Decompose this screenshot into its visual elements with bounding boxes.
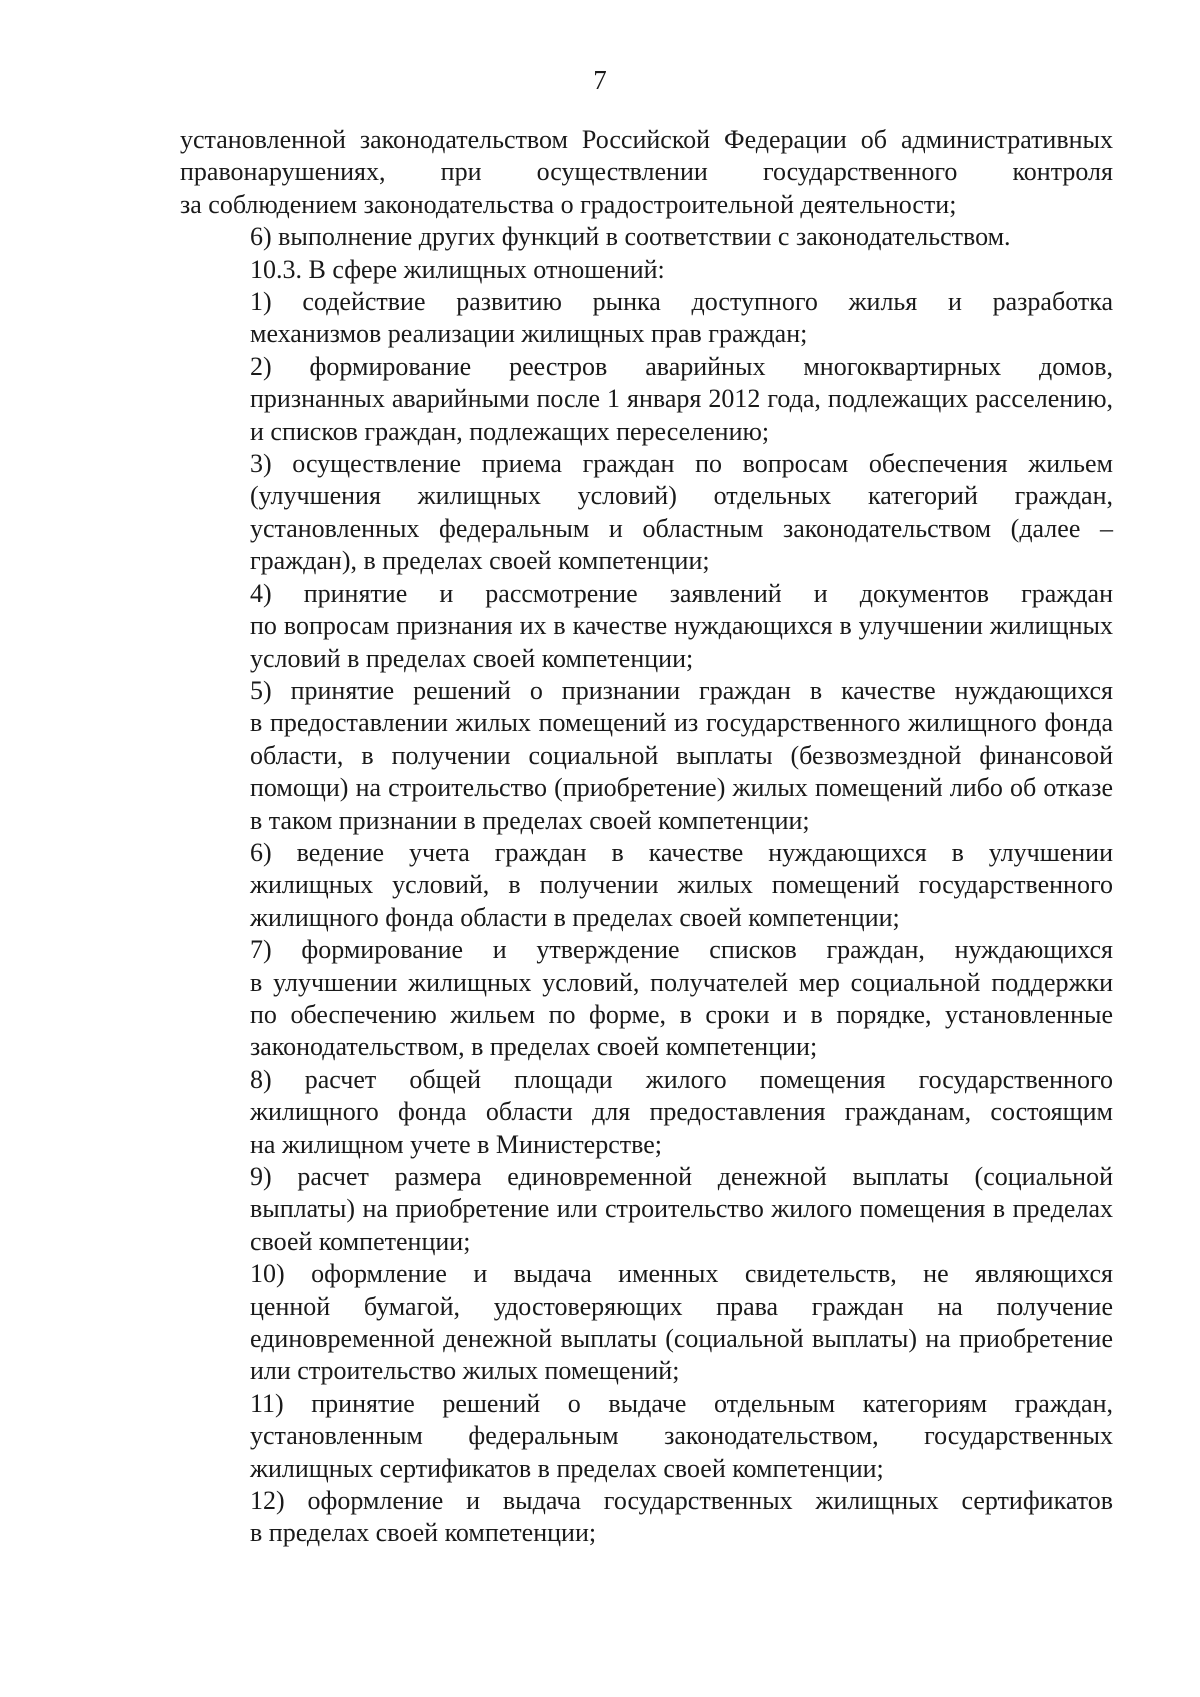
paragraph [180, 675, 1113, 837]
text-line: ценной бумагой, удостоверяющих права граждан на получение [250, 1291, 1113, 1321]
text-line: жилищного фонда области для предоставления гражданам, состоящим [250, 1097, 1113, 1127]
text-line: установленных федеральным и областным законодательством (далее – [250, 513, 1113, 543]
paragraph [180, 1064, 1113, 1161]
text-line: жилищных условий, в получении жилых помещений государственного [250, 870, 1113, 900]
text-line: 1) содействие развитию рынка доступного жилья и разработка [250, 287, 1113, 317]
paragraph [180, 1388, 1113, 1485]
text-line: в таком признании в пределах своей компетенции; [250, 805, 810, 835]
paragraph [180, 578, 1113, 675]
text-line: 10) оформление и выдача именных свидетельств, не являющихся [250, 1259, 1113, 1289]
text-line: за соблюдением законодательства о градостроительной деятельности; [180, 189, 957, 219]
text-line: условий в пределах своей компетенции; [250, 643, 694, 673]
text-line: помощи) на строительство (приобретение) жилых помещений либо об отказе [250, 773, 1113, 803]
text-line: 6) ведение учета граждан в качестве нуждающихся в улучшении [250, 837, 1113, 867]
text-line: 7) формирование и утверждение списков граждан, нуждающихся [250, 935, 1113, 965]
text-line: граждан), в пределах своей компетенции; [250, 546, 710, 576]
paragraph [180, 351, 1113, 448]
text-line: своей компетенции; [250, 1226, 471, 1256]
text-line: законодательством, в пределах своей компетенции; [250, 1032, 818, 1062]
text-line: 6) выполнение других функций в соответствии с законодательством. [250, 222, 1011, 252]
text-line: установленной законодательством Российской Федерации об административных [180, 125, 1113, 154]
paragraph [180, 286, 1113, 351]
text-line: в предоставлении жилых помещений из государственного жилищного фонда [250, 708, 1113, 738]
paragraph [180, 1258, 1113, 1388]
text-line: 10.3. В сфере жилищных отношений: [250, 254, 665, 284]
text-line: жилищного фонда области в пределах своей компетенции; [250, 902, 900, 932]
text-line: выплаты) на приобретение или строительство жилого помещения в пределах [250, 1194, 1113, 1224]
text-line: 9) расчет размера единовременной денежной выплаты (социальной [250, 1162, 1113, 1191]
text-line: 2) формирование реестров аварийных многоквартирных домов, [250, 351, 1113, 381]
text-line: 12) оформление и выдача государственных жилищных сертификатов [250, 1486, 1113, 1516]
text-line: 8) расчет общей площади жилого помещения государственного [250, 1064, 1113, 1094]
text-line: в улучшении жилищных условий, получателей мер социальной поддержки [250, 967, 1113, 997]
paragraph [180, 837, 1113, 934]
text-line: по вопросам признания их в качестве нуждающихся в улучшении жилищных [250, 611, 1113, 641]
page-number: 7 [593, 65, 607, 95]
text-line: признанных аварийными после 1 января 2012 года, подлежащих расселению, [250, 384, 1113, 414]
text-line: установленным федеральным законодательством, государственных [250, 1421, 1113, 1451]
text-line: единовременной денежной выплаты (социальной выплаты) на приобретение [250, 1324, 1113, 1354]
text-line: области, в получении социальной выплаты (безвозмездной финансовой [250, 740, 1113, 770]
paragraph [180, 934, 1113, 1064]
text-line: жилищных сертификатов в пределах своей компетенции; [250, 1453, 884, 1483]
text-line: 3) осуществление приема граждан по вопросам обеспечения жильем [250, 449, 1113, 479]
text-line: на жилищном учете в Министерстве; [250, 1129, 663, 1159]
text-line: или строительство жилых помещений; [250, 1356, 680, 1386]
text-line: по обеспечению жильем по форме, в сроки и в порядке, установленные [250, 999, 1113, 1029]
text-line: (улучшения жилищных условий) отдельных категорий граждан, [250, 481, 1113, 511]
paragraph [180, 448, 1113, 578]
paragraph [180, 221, 1113, 253]
paragraph [180, 124, 1113, 221]
text-line: правонарушениях, при осуществлении государственного контроля [180, 157, 1113, 187]
text-line: 11) принятие решений о выдаче отдельным категориям граждан, [250, 1388, 1113, 1418]
text-line: и списков граждан, подлежащих переселению; [250, 416, 770, 446]
document-body [180, 124, 1113, 1550]
paragraph [180, 1161, 1113, 1258]
paragraph [180, 254, 1113, 286]
text-line: 5) принятие решений о признании граждан в качестве нуждающихся [250, 675, 1113, 705]
text-line: механизмов реализации жилищных прав граждан; [250, 319, 808, 349]
paragraph [180, 1485, 1113, 1550]
text-line: 4) принятие и рассмотрение заявлений и документов граждан [250, 578, 1113, 608]
text-line: в пределах своей компетенции; [250, 1518, 597, 1548]
